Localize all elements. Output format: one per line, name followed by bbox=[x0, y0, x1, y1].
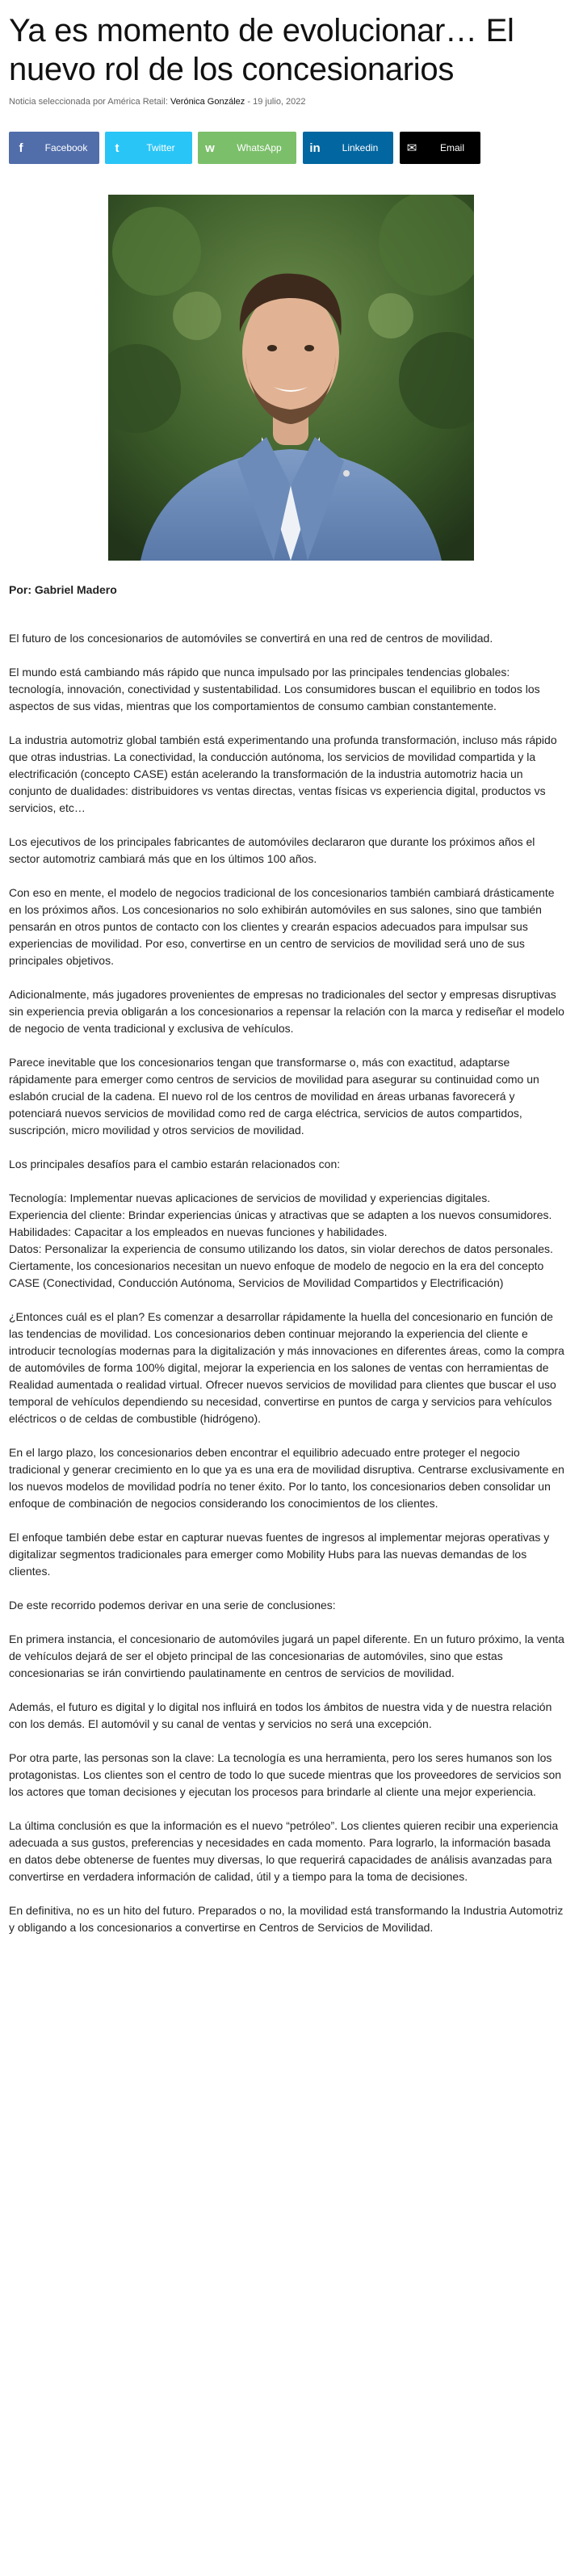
paragraph-17: En definitiva, no es un hito del futuro. Preparados o no, la movilidad está transformando la Industria Automotriz y obligando a los concesionarios a convertirse en Centros de Servicios de Movilidad. bbox=[9, 1904, 564, 1934]
challenge-skills: Habilidades: Capacitar a los empleados en nuevas funciones y habilidades. bbox=[9, 1225, 388, 1238]
linkedin-share-button[interactable] bbox=[303, 132, 393, 164]
meta-author-link[interactable]: Verónica González bbox=[170, 97, 245, 107]
whatsapp-share-label: WhatsApp bbox=[237, 142, 282, 153]
facebook-share-button[interactable] bbox=[9, 132, 99, 164]
paragraph-3: La industria automotriz global también está experimentando una profunda transformación, incluso más rápido que otras industrias. La conectividad, la conducción autónoma, los servicios de movilidad compartida y la electrificación (concepto CASE) están acelerando la transformación de la industria automotriz hacia un conjunto de dualidades: distribuidores vs ventas directas, ventas físicas vs experiencia digital, productos vs servicios, etc… bbox=[9, 733, 557, 814]
challenge-data: Datos: Personalizar la experiencia de consumo utilizando los datos, sin violar derechos de datos personales. bbox=[9, 1242, 553, 1255]
meta-prefix: Noticia seleccionada por América Retail: bbox=[9, 97, 168, 107]
paragraph-10: En el largo plazo, los concesionarios deben encontrar el equilibrio adecuado entre proteger el negocio tradicional y generar crecimiento en lo que ya es una era de movilidad disruptiva. Centrarse exclusivamente en los nuevos modelos de movilidad podría no tener éxito. Por lo tanto, los concesionarios deben consolidar un enfoque de combinación de negocios considerando los conocimientos de los clientes. bbox=[9, 1446, 564, 1510]
paragraph-12: De este recorrido podemos derivar en una serie de conclusiones: bbox=[9, 1599, 336, 1612]
twitter-icon: t bbox=[115, 141, 120, 155]
article-meta bbox=[9, 97, 306, 107]
author-photo bbox=[108, 195, 474, 561]
paragraph-6: Adicionalmente, más jugadores provenientes de empresas no tradicionales del sector y empresas disruptivas sin experiencia previa obligarán a los concesionarios a repensar la relación con la marca y rediseñar el modelo de negocio de venta tradicional y exclusiva de vehículos. bbox=[9, 988, 564, 1035]
whatsapp-share-button[interactable] bbox=[198, 132, 296, 164]
paragraph-11: El enfoque también debe estar en capturar nuevas fuentes de ingresos al implementar mejoras operativas y digitalizar segmentos tradicionales para emerger como Mobility Hubs para las nuevas demandas de los clientes. bbox=[9, 1531, 550, 1578]
paragraph-8: Los principales desafíos para el cambio estarán relacionados con: bbox=[9, 1158, 341, 1170]
linkedin-icon: in bbox=[309, 141, 321, 155]
facebook-share-label: Facebook bbox=[44, 142, 88, 153]
facebook-icon: f bbox=[19, 141, 23, 155]
article-byline: Por: Gabriel Madero bbox=[9, 583, 117, 596]
meta-separator: - bbox=[247, 97, 251, 107]
article-body bbox=[9, 582, 566, 1953]
paragraph-13: En primera instancia, el concesionario de automóviles jugará un papel diferente. En un futuro próximo, la venta de vehículos dejará de ser el objeto principal de las concesionarias de automóviles, sino que estas concesionarias se irán convirtiendo paulatinamente en centros de servicios de movilidad. bbox=[9, 1633, 564, 1679]
email-icon: ✉ bbox=[406, 141, 417, 155]
paragraph-14: Además, el futuro es digital y lo digital nos influirá en todos los ámbitos de nuestra vida y de nuestra relación con los demás. El automóvil y su canal de ventas y servicios no será una excepción. bbox=[9, 1700, 552, 1730]
author-portrait-image bbox=[108, 195, 474, 561]
article-title: Ya es momento de evolucionar… El nuevo rol de los concesionarios bbox=[9, 13, 514, 87]
paragraph-9: ¿Entonces cuál es el plan? Es comenzar a desarrollar rápidamente la huella del concesionario en función de las tendencias de movilidad. Los concesionarios deben continuar mejorando la experiencia del cliente e introducir tecnologías modernas para la digitalización y más innovaciones en diferentes áreas, como la compra de automóviles de forma 100% digital, mejorar la experiencia en los salones de ventas con herramientas de Realidad aumentada o realidad virtual. Ofrecer nuevos servicios de movilidad para clientes que buscar el uso temporal de vehículos dependiendo su necesidad, convertirse en puntos de carga y servicios para vehículos eléctricos o de celdas de combustible (hidrógeno). bbox=[9, 1310, 564, 1425]
paragraph-15: Por otra parte, las personas son la clave: La tecnología es una herramienta, pero los seres humanos son los protagonistas. Los clientes son el centro de todo lo que sucede mientras que los proveedores de servicios son los actores que toman decisiones y ejecutan los procesos para brindarle al cliente una mejor experiencia. bbox=[9, 1751, 562, 1798]
share-buttons bbox=[9, 132, 574, 164]
challenges-list bbox=[9, 1190, 566, 1292]
paragraph-2: El mundo está cambiando más rápido que nunca impulsado por las principales tendencias globales: tecnología, innovación, conectividad y sustentabilidad. Los consumidores buscan el equilibrio en todos los aspectos de sus vidas, mientras que los comportamientos de consumo cambian constantemente. bbox=[9, 666, 540, 712]
challenge-customer-experience: Experiencia del cliente: Brindar experiencias únicas y atractivas que se adapten a los nuevos consumidores. bbox=[9, 1208, 552, 1221]
meta-date: 19 julio, 2022 bbox=[253, 97, 306, 107]
twitter-share-button[interactable] bbox=[105, 132, 192, 164]
email-share-button[interactable] bbox=[400, 132, 480, 164]
email-share-label: Email bbox=[439, 142, 464, 153]
linkedin-share-label: Linkedin bbox=[342, 142, 379, 153]
paragraph-16: La última conclusión es que la información es el nuevo “petróleo”. Los clientes quieren recibir una experiencia adecuada a sus gustos, preferencias y necesidades en cada momento. Para lograrlo, la información basada en datos debe obtenerse de fuentes muy diversas, lo que requerirá capacidades de análisis avanzadas para convertirse en verdadera información de calidad, útil y a tiempo para la toma de decisiones. bbox=[9, 1819, 559, 1883]
paragraph-1: El futuro de los concesionarios de automóviles se convertirá en una red de centros de movilidad. bbox=[9, 632, 493, 645]
paragraph-5: Con eso en mente, el modelo de negocios tradicional de los concesionarios también cambiará drásticamente en los próximos años. Los concesionarios no solo exhibirán automóviles en sus salones, sino que también pensarán en otros puntos de contacto con los clientes y crearán espacios adecuados para impulsar sus experiencias de movilidad. Por eso, convertirse en un centro de servicios de movilidad será uno de sus principales objetivos. bbox=[9, 886, 555, 967]
challenge-technology: Tecnología: Implementar nuevas aplicaciones de servicios de movilidad y experiencias digitales. bbox=[9, 1191, 491, 1204]
challenge-business-model: Ciertamente, los concesionarios necesitan un nuevo enfoque de modelo de negocio en la era del concepto CASE (Conectividad, Conducción Autónoma, Servicios de Movilidad Compartidos y Electrificación) bbox=[9, 1259, 544, 1289]
whatsapp-icon: w bbox=[205, 141, 215, 155]
paragraph-7: Parece inevitable que los concesionarios tengan que transformarse o, más con exactitud, adaptarse rápidamente para emerger como centros de servicios de movilidad para asegurar su continuidad como un eslabón crucial de la cadena. El nuevo rol de los centros de movilidad en áreas urbanas favorecerá y potenciará nuevos servicios de movilidad como red de carga eléctrica, servicios de autos compartidos, suscripción, micro movilidad y otros servicios de movilidad. bbox=[9, 1056, 539, 1137]
paragraph-4: Los ejecutivos de los principales fabricantes de automóviles declararon que durante los próximos años el sector automotriz cambiará más que en los últimos 100 años. bbox=[9, 835, 535, 865]
twitter-share-label: Twitter bbox=[146, 142, 175, 153]
